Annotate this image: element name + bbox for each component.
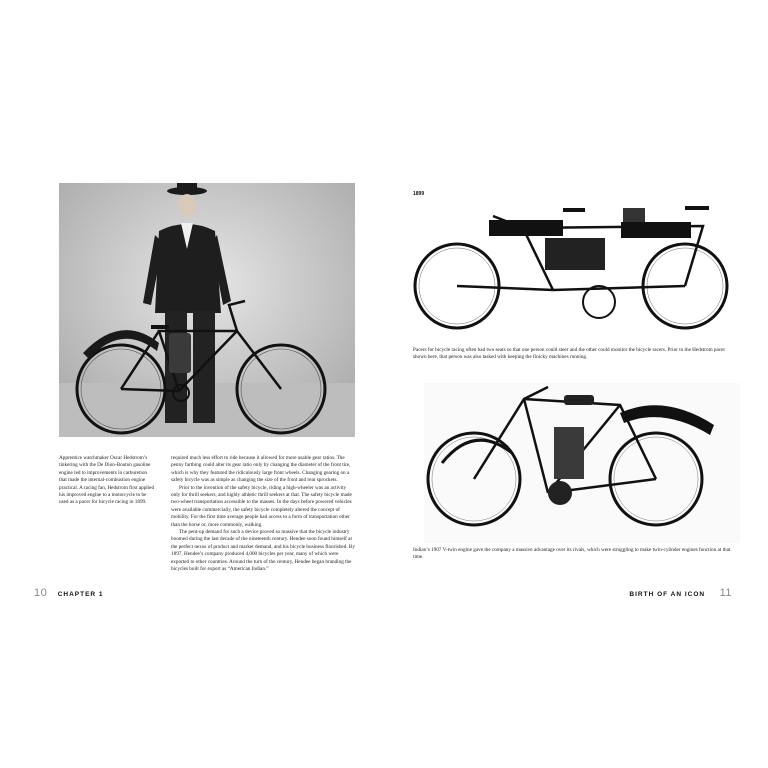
page-number: 10: [34, 587, 48, 599]
indian-caption: Indian’s 1907 V-twin engine gave the company a massive advantage over its rivals, which were struggling to make twin-cylinder engines function at that time.: [413, 547, 731, 561]
pacer-caption: Pacers for bicycle racing often had two seats so that one person could steer and the other could monitor the bicycle racers. Prior to the Hedstrom pacer shown here, that person was also tasked with keeping the finicky machines running.: [413, 347, 726, 361]
running-head: BIRTH OF AN ICON: [629, 591, 706, 598]
pacer-illustration: [413, 198, 733, 340]
right-folio: [629, 583, 732, 601]
body-text-column: [171, 455, 355, 574]
left-photo-caption: Apprentice watchmaker Oscar Hedstrom’s tinkering with the De Dion-Bouton gasoline engine led to improvements in carburetion that made the internal-combustion engine practical. A racing fan, Hedstrom first applied his improved engine to a motorcycle to be used as a pacer for bicycle racing in 1899.: [59, 455, 155, 506]
body-paragraph: Prior to the invention of the safety bicycle, riding a high-wheeler was an activity only for thrill seekers, and highly athletic thrill seekers at that. The safety bicycle made two-wheel transportation accessible to the masses. In the days before powered vehicles were available commercially, the safety bicycle completely altered the concept of mobility. For the first time average people had access to a form of transportation other than the horse or, more commonly, walking.: [171, 484, 352, 528]
right-page: [384, 0, 768, 768]
hedstrom-photo-illustration: [59, 183, 355, 437]
indian-drawing: [424, 383, 740, 543]
pacer-drawing: [413, 198, 733, 340]
hedstrom-photo: [59, 183, 355, 437]
body-paragraph: required much less effort to ride because it allowed for more usable gear ratios. The penny farthing could alter its gear ratio only by changing the diameter of the front tire, which is why they featured the ridiculously large front wheels. Changing gearing on a safety bicycle was as simple as changing the size of the front and rear sprockets.: [171, 455, 351, 484]
body-paragraph: The pent-up demand for such a device proved so massive that the bicycle industry boomed during the last decade of the nineteenth century. Hendee soon found himself at the perfect nexus of product and market demand, and his bicycle business flourished. By 1897, Hendee’s company produced 4,000 bicycles per year, many of which were exported to other countries. Around the turn of the century, Hendee began branding the bicycles built for export as “American Indian.”: [171, 529, 355, 573]
year-label: 1899: [413, 191, 425, 197]
indian-1907-illustration: [424, 383, 740, 543]
running-head: CHAPTER 1: [57, 591, 104, 598]
page-number: 11: [719, 587, 732, 599]
left-folio: [34, 583, 104, 601]
